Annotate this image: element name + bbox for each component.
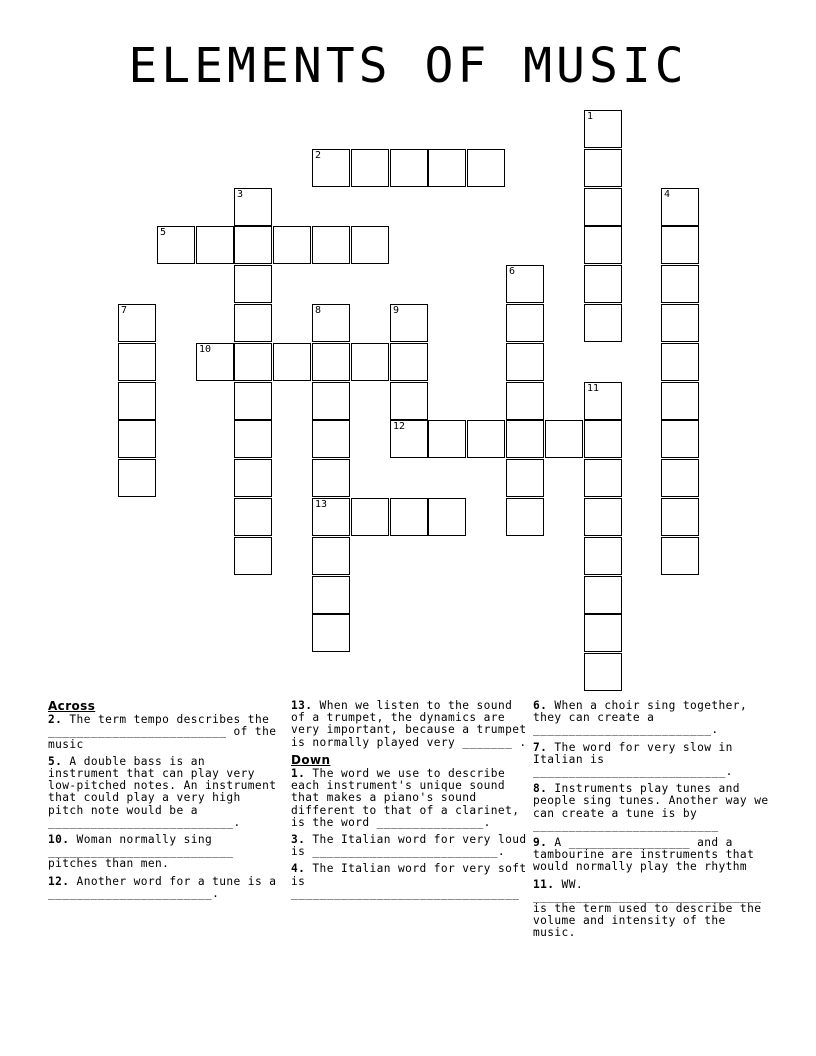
grid-cell[interactable]: [661, 265, 699, 303]
grid-cell[interactable]: [545, 420, 583, 458]
grid-cell[interactable]: [661, 382, 699, 420]
grid-cell[interactable]: [506, 343, 544, 381]
grid-cell[interactable]: [312, 459, 350, 497]
grid-cell[interactable]: [584, 459, 622, 497]
grid-cell[interactable]: [584, 420, 622, 458]
grid-cell[interactable]: [428, 149, 466, 187]
clue-number: 10: [199, 344, 212, 355]
grid-cell[interactable]: [661, 343, 699, 381]
clue-item-number: 8.: [533, 782, 548, 796]
clue-number: 9: [393, 305, 400, 316]
grid-cell[interactable]: [312, 226, 350, 264]
grid-cell[interactable]: [584, 576, 622, 614]
grid-cell[interactable]: [584, 188, 622, 226]
grid-cell[interactable]: [234, 537, 272, 575]
grid-cell[interactable]: [234, 265, 272, 303]
clue-item: [533, 837, 771, 874]
clue-item-text: A double bass is an instrument that can play very low-pitched notes. An instrument that could play a very high pitch note would be a __________________________.: [48, 754, 277, 829]
clue-item-number: 12.: [48, 874, 70, 888]
clue-item: [291, 768, 527, 829]
clue-number: 6: [509, 266, 516, 277]
clue-item: [291, 834, 527, 858]
clue-item-text: A _________________ and a tambourine are instruments that would normally play the rhythm: [533, 836, 755, 874]
grid-cell[interactable]: [661, 420, 699, 458]
grid-cell[interactable]: [196, 226, 234, 264]
clue-item-number: 10.: [48, 833, 70, 847]
clue-number: 11: [587, 383, 600, 394]
grid-cell[interactable]: [157, 226, 195, 264]
down-heading: Down: [291, 752, 331, 767]
grid-cell[interactable]: [584, 265, 622, 303]
grid-cell[interactable]: [118, 304, 156, 342]
grid-cell[interactable]: [118, 420, 156, 458]
clue-number: 5: [160, 227, 167, 238]
grid-cell[interactable]: [390, 343, 428, 381]
grid-cell[interactable]: [661, 188, 699, 226]
clue-item-text: The term tempo describes the _________________________ of the music: [48, 713, 277, 751]
clue-item: [48, 834, 280, 871]
grid-cell[interactable]: [273, 343, 311, 381]
clue-item: [533, 879, 771, 940]
grid-cell[interactable]: [234, 188, 272, 226]
grid-cell[interactable]: [234, 459, 272, 497]
clue-item-text: WW. ________________________________ is the term used to describe the volume and intensity of the music.: [533, 877, 762, 940]
clue-number: 3: [237, 189, 244, 200]
grid-cell[interactable]: [234, 304, 272, 342]
grid-cell[interactable]: [312, 498, 350, 536]
grid-cell[interactable]: [390, 420, 428, 458]
clue-number: 12: [393, 421, 406, 432]
grid-cell[interactable]: [506, 459, 544, 497]
clue-number: 8: [315, 305, 322, 316]
grid-cell[interactable]: [661, 459, 699, 497]
grid-cell[interactable]: [661, 498, 699, 536]
grid-cell[interactable]: [118, 382, 156, 420]
grid-cell[interactable]: [584, 498, 622, 536]
grid-cell[interactable]: [312, 537, 350, 575]
clue-item-number: 3.: [291, 833, 306, 847]
clue-number: 2: [315, 150, 322, 161]
grid-cell[interactable]: [467, 149, 505, 187]
clue-number: 4: [664, 189, 671, 200]
grid-cell[interactable]: [506, 420, 544, 458]
grid-cell[interactable]: [234, 382, 272, 420]
grid-cell[interactable]: [661, 537, 699, 575]
clue-item-number: 1.: [291, 767, 306, 781]
clue-item-text: Another word for a tune is a _______________________.: [48, 874, 277, 900]
grid-cell[interactable]: [584, 149, 622, 187]
clue-item-text: The word we use to describe each instrument's unique sound that makes a piano's sound different to that of a clarinet, is the word _______________.: [291, 767, 520, 829]
clue-item-text: Woman normally sing __________________________ pitches than men.: [48, 833, 234, 871]
clue-item-number: 11.: [533, 877, 555, 891]
clue-item-number: 4.: [291, 862, 306, 876]
clue-item-text: The word for very slow in Italian is ___________________________.: [533, 740, 733, 779]
grid-cell[interactable]: [312, 576, 350, 614]
across-heading: Across: [48, 699, 96, 713]
grid-cell[interactable]: [118, 459, 156, 497]
grid-cell[interactable]: [234, 498, 272, 536]
grid-cell[interactable]: [234, 343, 272, 381]
clue-item-number: 2.: [48, 713, 63, 727]
grid-cell[interactable]: [584, 382, 622, 420]
grid-cell[interactable]: [467, 420, 505, 458]
clue-item: [533, 700, 771, 737]
grid-cell[interactable]: [312, 343, 350, 381]
clue-item-text: The Italian word for very soft is ________________________________: [291, 862, 527, 900]
clues-column-3: [533, 700, 771, 945]
grid-cell[interactable]: [661, 226, 699, 264]
grid-cell[interactable]: [661, 304, 699, 342]
grid-cell[interactable]: [351, 498, 389, 536]
grid-cell[interactable]: [351, 226, 389, 264]
grid-cell[interactable]: [312, 149, 350, 187]
grid-cell[interactable]: [118, 343, 156, 381]
clue-item: [291, 700, 527, 749]
grid-cell[interactable]: [390, 382, 428, 420]
grid-cell[interactable]: [584, 226, 622, 264]
clue-item: [533, 742, 771, 779]
clue-item-number: 6.: [533, 699, 548, 712]
grid-cell[interactable]: [196, 343, 234, 381]
grid-cell[interactable]: [312, 420, 350, 458]
grid-cell[interactable]: [506, 304, 544, 342]
grid-cell[interactable]: [506, 382, 544, 420]
clue-item-text: Instruments play tunes and people sing tunes. Another way we can create a tune is by __________________________: [533, 782, 769, 832]
grid-cell[interactable]: [234, 420, 272, 458]
puzzle-title: ELEMENTS OF MUSIC: [128, 38, 688, 94]
grid-cell[interactable]: [584, 614, 622, 652]
grid-cell[interactable]: [584, 110, 622, 148]
grid-cell[interactable]: [428, 498, 466, 536]
clue-item-text: When we listen to the sound of a trumpet, the dynamics are very important, because a trumpet is normally played very _______ .: [291, 699, 527, 749]
grid-cell[interactable]: [351, 343, 389, 381]
clues-column-2: [291, 700, 527, 905]
clue-item: [291, 863, 527, 900]
clue-number: 1: [587, 111, 594, 122]
clue-number: 7: [121, 305, 128, 316]
grid-cell[interactable]: [390, 498, 428, 536]
clue-item-text: When a choir sing together, they can create a _________________________.: [533, 699, 748, 737]
grid-cell[interactable]: [506, 498, 544, 536]
clue-item: [48, 756, 280, 829]
clue-item: [48, 876, 280, 900]
clue-number: 13: [315, 499, 328, 510]
clues-column-1: [48, 700, 280, 905]
clue-item: [48, 714, 280, 751]
grid-cell[interactable]: [584, 653, 622, 691]
clue-item-number: 9.: [533, 836, 548, 850]
grid-cell[interactable]: [351, 149, 389, 187]
grid-cell[interactable]: [584, 304, 622, 342]
grid-cell[interactable]: [234, 226, 272, 264]
grid-cell[interactable]: [312, 304, 350, 342]
clue-item-number: 13.: [291, 699, 313, 712]
grid-cell[interactable]: [273, 226, 311, 264]
clue-item-number: 5.: [48, 754, 63, 768]
grid-cell[interactable]: [312, 382, 350, 420]
grid-cell[interactable]: [584, 537, 622, 575]
clue-item: [533, 783, 771, 832]
clue-item-text: The Italian word for very loud is __________________________.: [291, 833, 527, 859]
grid-cell[interactable]: [312, 614, 350, 652]
clue-item-number: 7.: [533, 740, 548, 754]
grid-cell[interactable]: [390, 304, 428, 342]
grid-cell[interactable]: [506, 265, 544, 303]
grid-cell[interactable]: [390, 149, 428, 187]
grid-cell[interactable]: [428, 420, 466, 458]
